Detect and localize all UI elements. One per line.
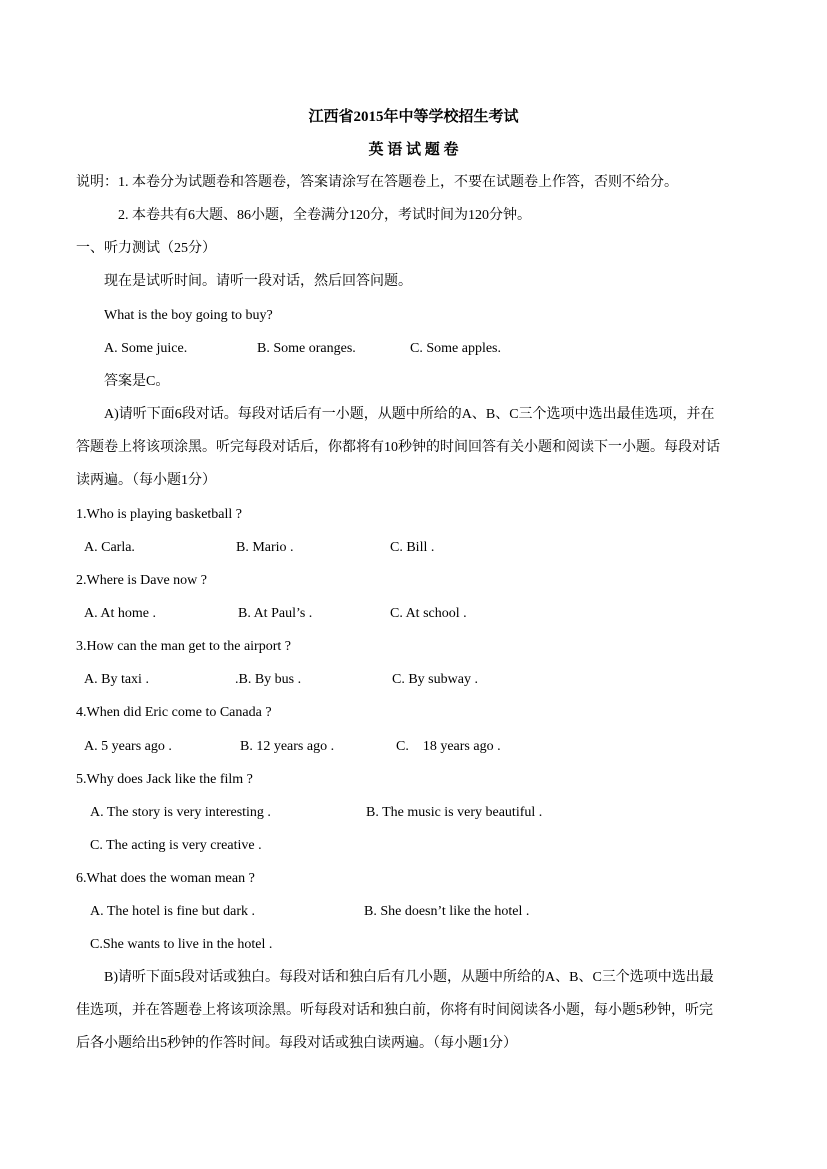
question-3-option-a: A. By taxi . <box>84 672 149 687</box>
instruction-line-2: 2. 本卷共有6大题、86小题，全卷满分120分，考试时间为120分钟。 <box>118 208 531 223</box>
question-1-option-b: B. Mario . <box>236 540 294 555</box>
example-option-c: C. Some apples. <box>410 341 501 356</box>
example-question: What is the boy going to buy? <box>104 308 273 323</box>
question-3-option-c: C. By subway . <box>392 672 478 687</box>
section-heading: 一、听力测试（25分） <box>76 241 216 256</box>
question-4-option-a: A. 5 years ago . <box>84 739 172 754</box>
example-option-b: B. Some oranges. <box>257 341 356 356</box>
question-5-option-b: B. The music is very beautiful . <box>366 805 543 820</box>
question-4-option-b: B. 12 years ago . <box>240 739 335 754</box>
question-4-option-c: C. 18 years ago . <box>396 739 501 754</box>
question-6-option-b: B. She doesn’t like the hotel . <box>364 904 530 919</box>
question-5-option-c: C. The acting is very creative . <box>90 838 262 853</box>
question-2-option-b: B. At Paul’s . <box>238 606 313 621</box>
part-b-instruction-line: 佳选项，并在答题卷上将该项涂黑。听每段对话和独白前，你将有时间阅读各小题，每小题5秒钟，听完 <box>76 1003 713 1018</box>
question-6-option-a: A. The hotel is fine but dark . <box>90 904 255 919</box>
part-a-instruction-line: 答题卷上将该项涂黑。听完每段对话后，你都将有10秒钟的时间回答有关小题和阅读下一小题。每段对话 <box>76 440 720 455</box>
example-answer: 答案是C。 <box>104 374 170 389</box>
question-5-option-a: A. The story is very interesting . <box>90 805 271 820</box>
question-5: 5.Why does Jack like the film ? <box>76 772 253 787</box>
question-3-option-b: .B. By bus . <box>235 672 302 687</box>
exam-title: 江西省2015年中等学校招生考试 <box>308 109 519 125</box>
part-b-instruction-line: 后各小题给出5秒钟的作答时间。每段对话或独白读两遍。（每小题1分） <box>76 1036 517 1051</box>
exam-subtitle: 英 语 试 题 卷 <box>368 142 459 158</box>
question-6-option-c: C.She wants to live in the hotel . <box>90 937 273 952</box>
question-6: 6.What does the woman mean ? <box>76 871 255 886</box>
example-option-a: A. Some juice. <box>104 341 188 356</box>
part-a-instruction-line: A)请听下面6段对话。每段对话后有一小题，从题中所给的A、B、C三个选项中选出最佳选项，并在 <box>104 407 715 422</box>
question-3: 3.How can the man get to the airport ? <box>76 639 291 654</box>
question-4: 4.When did Eric come to Canada ? <box>76 705 272 720</box>
question-2-option-a: A. At home . <box>84 606 156 621</box>
question-2: 2.Where is Dave now ? <box>76 573 208 588</box>
part-b-instruction-line: B)请听下面5段对话或独白。每段对话和独白后有几小题，从题中所给的A、B、C三个选项中选出最 <box>104 970 714 985</box>
question-1-option-c: C. Bill . <box>390 540 435 555</box>
example-intro: 现在是试听时间。请听一段对话，然后回答问题。 <box>104 274 412 289</box>
part-a-instruction-line: 读两遍。（每小题1分） <box>76 473 216 488</box>
instruction-line-1: 说明：1. 本卷分为试题卷和答题卷，答案请涂写在答题卷上，不要在试题卷上作答，否则不给分。 <box>76 175 678 190</box>
question-2-option-c: C. At school . <box>390 606 467 621</box>
question-1-option-a: A. Carla. <box>84 540 135 555</box>
question-1: 1.Who is playing basketball ? <box>76 507 243 522</box>
